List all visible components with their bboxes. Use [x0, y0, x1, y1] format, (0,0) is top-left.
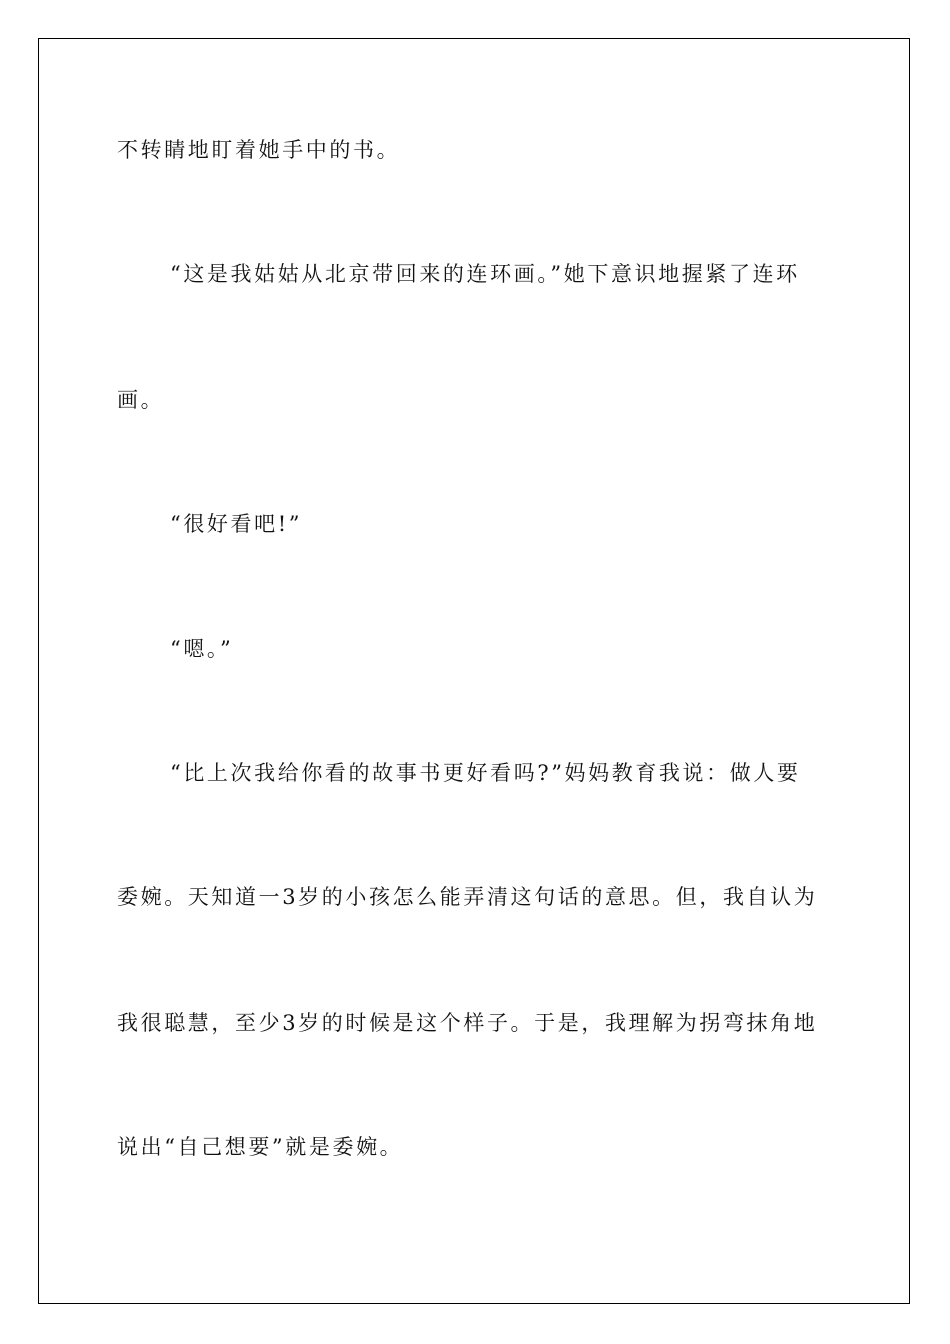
text-line: 画。	[117, 388, 165, 412]
text-line: “比上次我给你看的故事书更好看吗?”妈妈教育我说：做人要	[170, 761, 801, 785]
text-line: 委婉。天知道一3岁的小孩怎么能弄清这句话的意思。但，我自认为	[117, 885, 818, 909]
text-line: “嗯。”	[170, 637, 234, 661]
text-line: “很好看吧!”	[170, 512, 303, 536]
text-line: “这是我姑姑从北京带回来的连环画。”她下意识地握紧了连环	[170, 262, 800, 286]
page-border	[38, 38, 910, 1304]
text-line: 不转睛地盯着她手中的书。	[117, 138, 401, 162]
text-line: 说出“自己想要”就是委婉。	[117, 1135, 404, 1159]
text-line: 我很聪慧，至少3岁的时候是这个样子。于是，我理解为拐弯抹角地	[117, 1011, 818, 1035]
